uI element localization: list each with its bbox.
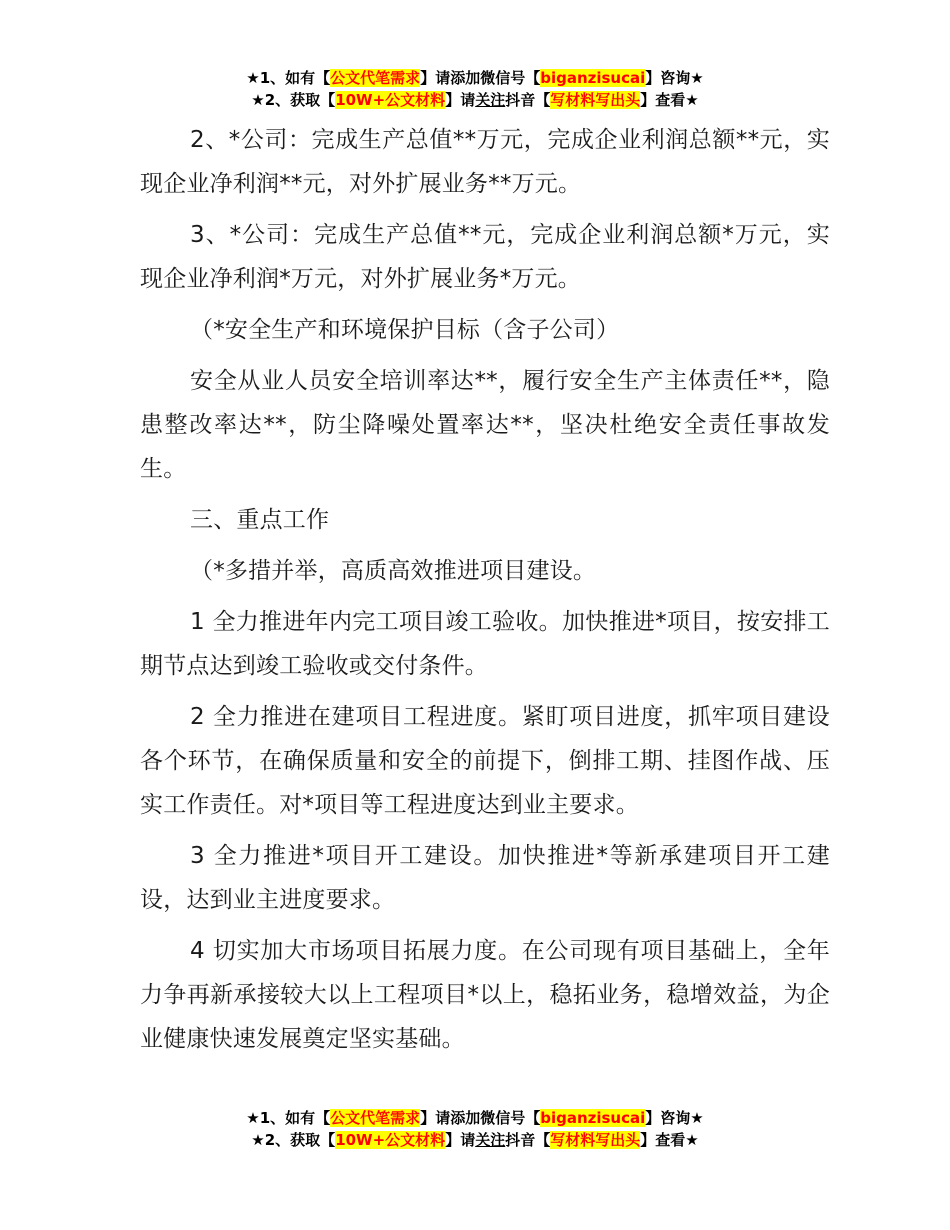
banner-line-2: ★2、获取【10W+公文材料】请关注抖音【写材料写出头】查看★ [251,91,699,109]
highlight-ghostwriting: 公文代笔需求 [330,69,421,87]
paragraph: 1 全力推进年内完工项目竣工验收。加快推进*项目，按安排工期节点达到竣工验收或交付条件。 [140,609,830,679]
highlight-materials: 10W+公文材料 [335,91,446,109]
paragraph: 2 全力推进在建项目工程进度。紧盯项目进度，抓牢项目建设各个环节，在确保质量和安全的前提下，倒排工期、挂图作战、压实工作责任。对*项目等工程进度达到业主要求。 [140,704,830,818]
highlight-douyin-account: 写材料写出头 [550,1131,641,1149]
paragraph: 安全从业人员安全培训率达**，履行安全生产主体责任**，隐患整改率达**，防尘降噪处置率达**，坚决杜绝安全责任事故发生。 [140,368,830,482]
banner-line-1: ★1、如有【公文代笔需求】请添加微信号【biganzisucai】咨询★ [246,1109,704,1127]
section-heading: 三、重点工作 [190,507,330,533]
highlight-materials: 10W+公文材料 [335,1131,446,1149]
paragraph: 3 全力推进*项目开工建设。加快推进*等新承建项目开工建设，达到业主进度要求。 [140,843,830,913]
highlight-wechat-id: biganzisucai [540,69,646,87]
highlight-douyin-account: 写材料写出头 [550,91,641,109]
footer-banner [0,1107,950,1151]
header-banner [0,67,950,111]
highlight-wechat-id: biganzisucai [540,1109,646,1127]
section-heading: （*多措并举，高质高效推进项目建设。 [190,558,597,584]
paragraph: 3、*公司：完成生产总值**元，完成企业利润总额*万元，实现企业净利润*万元，对外扩展业务*万元。 [140,222,830,292]
banner-line-2: ★2、获取【10W+公文材料】请关注抖音【写材料写出头】查看★ [251,1131,699,1149]
document-body [140,118,830,1068]
paragraph: 4 切实加大市场项目拓展力度。在公司现有项目基础上，全年力争再新承接较大以上工程项目*以上，稳拓业务，稳增效益，为企业健康快速发展奠定坚实基础。 [140,938,830,1052]
paragraph: 2、*公司：完成生产总值**万元，完成企业利润总额**元，实现企业净利润**元，对外扩展业务**万元。 [140,127,830,197]
highlight-ghostwriting: 公文代笔需求 [330,1109,421,1127]
banner-line-1: ★1、如有【公文代笔需求】请添加微信号【biganzisucai】咨询★ [246,69,704,87]
section-heading: （*安全生产和环境保护目标（含子公司） [190,317,620,343]
